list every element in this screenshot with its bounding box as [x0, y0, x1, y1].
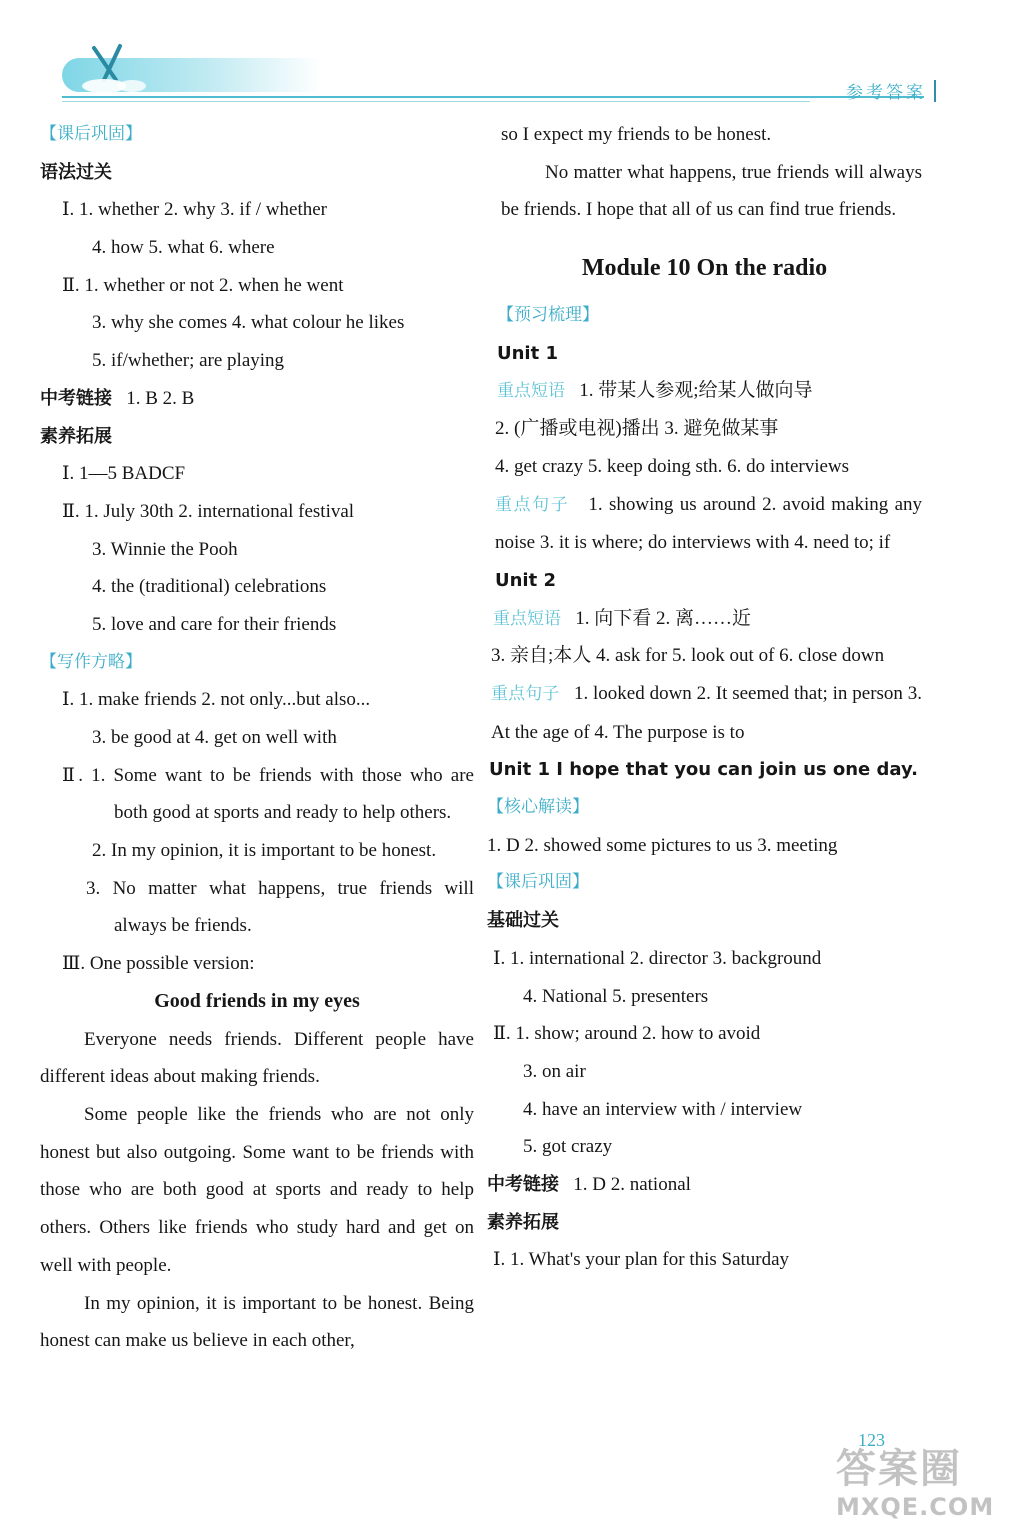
answer-line: Ⅱ. 1. July 30th 2. international festival [62, 500, 355, 522]
answer-text: 1. 向下看 2. 离……近 [575, 607, 752, 629]
answer-line: 1. D 2. showed some pictures to us 3. meeting [487, 834, 838, 856]
answer-line: Ⅱ. 1. whether or not 2. when he went [62, 274, 344, 296]
answer-line: 5. love and care for their friends [92, 613, 337, 635]
section-tag: 【课后巩固】 [40, 124, 142, 144]
answer-text: 1. 带某人参观;给某人做向导 [579, 380, 813, 402]
section-heading: 语法过关 [40, 161, 112, 183]
key-phrases-label: 重点短语 [497, 381, 565, 402]
page-number: 123 [858, 1430, 885, 1450]
essay-paragraph: Some people like the friends who are not only honest but also outgoing. Some want to be friends with those who are both good at sports and ready to help others. Others like friends who study hard and get on well with people. [40, 1103, 474, 1276]
answer-line: 4. how 5. what 6. where [92, 237, 275, 259]
answer-line: 5. got crazy [523, 1136, 613, 1158]
module-title: Module 10 On the radio [581, 255, 828, 282]
answer-line [40, 380, 474, 418]
answer-line: 4. get crazy 5. keep doing sth. 6. do interviews [495, 455, 850, 477]
left-column [40, 116, 474, 1360]
answer-line: Ⅰ. 1—5 BADCF [62, 463, 186, 485]
essay-paragraph: Everyone needs friends. Different people have different ideas about making friends. [40, 1028, 474, 1088]
answer-line: 2. In my opinion, it is important to be honest. [92, 840, 437, 862]
essay-title: Good friends in my eyes [154, 989, 360, 1012]
watermark [836, 1446, 1006, 1532]
answer-line: 5. if/whether; are playing [92, 350, 285, 372]
section-heading: 素养拓展 [487, 1211, 559, 1233]
section-tag: 【核心解读】 [487, 797, 589, 818]
answer-line: Ⅰ. 1. What's your plan for this Saturday [493, 1249, 790, 1271]
answer-line: Ⅰ. 1. make friends 2. not only...but also... [62, 689, 371, 711]
essay-paragraph: No matter what happens, true friends will always be friends. I hope that all of us can find true friends. [501, 161, 922, 221]
section-tag: 【课后巩固】 [487, 872, 589, 893]
essay-line: so I expect my friends to be honest. [501, 124, 772, 145]
page-header [0, 0, 1014, 118]
section-heading: 基础过关 [487, 910, 559, 932]
dragonfly-logo-icon [64, 40, 154, 100]
header-label: 参考答案 [846, 78, 926, 103]
watermark-text: 答案圈 [836, 1446, 962, 1492]
section-heading: 中考链接 [487, 1173, 559, 1195]
answer-line: 3. be good at 4. get on well with [92, 727, 337, 748]
answer-line: Ⅰ. 1. whether 2. why 3. if / whether [62, 199, 327, 221]
answer-line: Ⅱ. 1. show; around 2. how to avoid [493, 1023, 761, 1045]
answer-text: 1. looked down 2. It seemed that; in person 3. At the age of 4. The purpose is to [491, 683, 923, 743]
essay-paragraph: In my opinion, it is important to be honest. Being honest can make us believe in each other, [40, 1292, 474, 1352]
section-tag: 【预习梳理】 [497, 305, 599, 326]
answer-line: 3. why she comes 4. what colour he likes [92, 312, 405, 334]
right-column [487, 116, 922, 1279]
watermark-url: MXQE.COM [836, 1493, 995, 1521]
answer-line: 3. Winnie the Pooh [92, 538, 238, 560]
answer-line [487, 600, 922, 638]
answer-line: Ⅲ. One possible version: [62, 953, 255, 975]
answer-line: 3. on air [523, 1060, 586, 1082]
answer-line: 4. have an interview with / interview [523, 1098, 803, 1120]
section-tag: 【写作方略】 [40, 651, 142, 672]
answer-line: Ⅰ. 1. international 2. director 3. background [493, 947, 822, 969]
answer-line: 4. National 5. presenters [523, 985, 709, 1007]
answer-line: 2. (广播或电视)播出 3. 避免做某事 [495, 418, 779, 440]
header-rule [62, 96, 924, 98]
answer-paragraph: 3. No matter what happens, true friends will always be friends. [86, 877, 474, 937]
answer-paragraph: Ⅱ. 1. Some want to be friends with those who are both good at sports and ready to help others. [62, 764, 474, 824]
answer-text: 1. D 2. national [573, 1173, 691, 1195]
key-sentences-label: 重点句子 [495, 494, 570, 515]
answer-paragraph: 3. 亲自;本人 4. ask for 5. look out of 6. close down [491, 645, 885, 667]
key-sentences-label: 重点句子 [491, 684, 560, 705]
key-phrases-label: 重点短语 [493, 608, 561, 629]
answer-line [487, 1166, 922, 1204]
unit-heading: Unit 1 I hope that you can join us one day. [489, 759, 918, 781]
answer-line [487, 372, 922, 410]
answer-line: 4. the (traditional) celebrations [92, 576, 327, 598]
answer-text: 1. B 2. B [126, 387, 195, 409]
unit-heading: Unit 2 [495, 569, 556, 591]
answer-paragraph [487, 675, 922, 751]
answer-paragraph [487, 486, 922, 562]
unit-heading: Unit 1 [497, 342, 558, 364]
section-heading: 中考链接 [40, 387, 112, 409]
section-heading: 素养拓展 [40, 425, 112, 447]
answer-text: 1. showing us around 2. avoid making any noise 3. it is where; do interviews with 4. need to; if [495, 493, 922, 554]
header-rule-thin [62, 101, 810, 102]
